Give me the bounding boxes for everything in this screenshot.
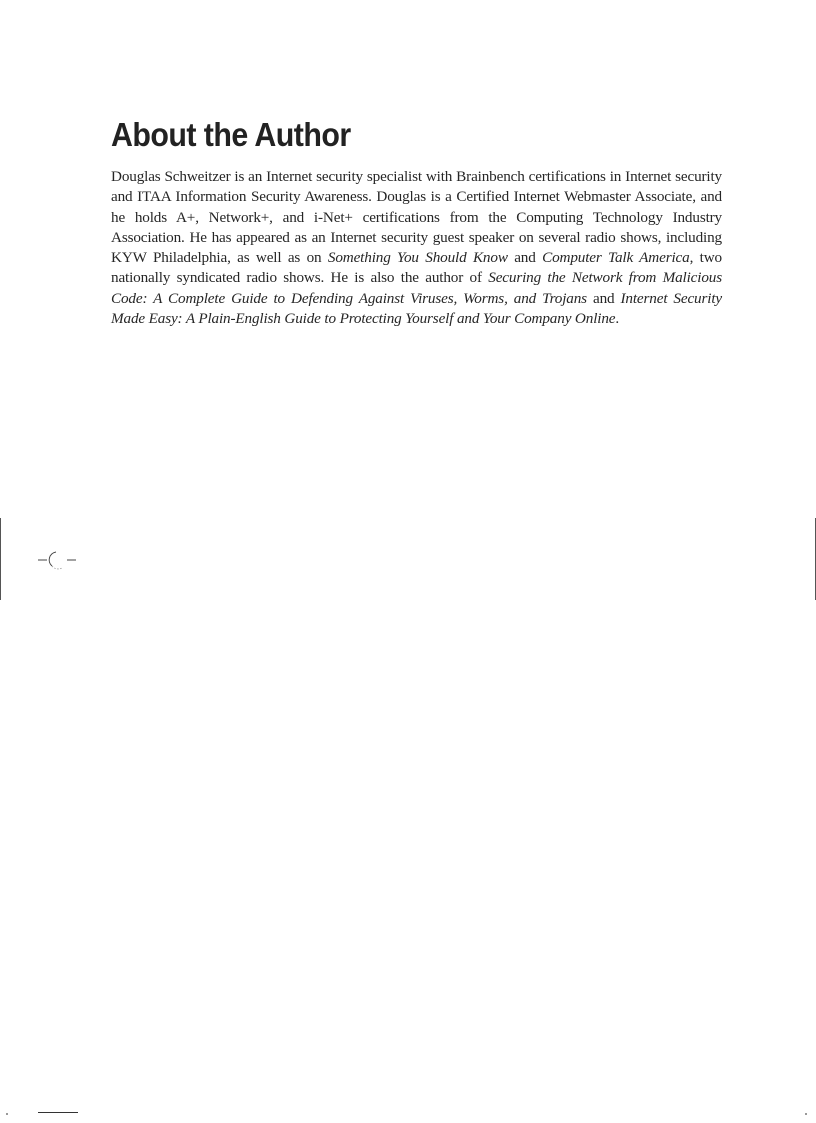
- author-bio: [111, 167, 722, 329]
- bio-text-4: and: [586, 289, 621, 307]
- corner-dot-bottom-right: [805, 1113, 807, 1115]
- bio-text-1: Douglas Schweitzer is an Internet security specialist with Brainbench certifications in Internet security and ITAA Information Security Awareness. Douglas is a Certified Internet Webmaster Associate, and he holds A+, Network+, and i-Net+ certifications from the Computing Technology Industry Association. He has appeared as an Internet security guest speaker on several radio shows, including KYW Philadelphia, as well as on: [111, 168, 722, 267]
- book-title-securing-the-network: Securing the Network from Malicious Code: A Complete Guide to Defending Against Viruses, Worms, and Trojans: [111, 269, 722, 307]
- bio-text-5: .: [615, 310, 620, 328]
- crop-mark-bottom: [38, 1112, 78, 1113]
- crop-mark-left: [0, 518, 1, 600]
- registration-mark-icon: [38, 548, 78, 572]
- book-title-something-you-should-know: Something You Should Know: [327, 249, 508, 267]
- book-title-computer-talk-america: Computer Talk America: [542, 249, 690, 267]
- corner-dot-bottom-left: [6, 1113, 8, 1115]
- bio-text-2: and: [507, 249, 543, 267]
- page-title: About the Author: [111, 116, 351, 153]
- book-title-internet-security-made-easy: Internet Security Made Easy: A Plain-English Guide to Protecting Yourself and Your Company Online: [111, 289, 722, 328]
- bio-text-3: , two nationally syndicated radio shows. He is also the author of: [111, 249, 722, 287]
